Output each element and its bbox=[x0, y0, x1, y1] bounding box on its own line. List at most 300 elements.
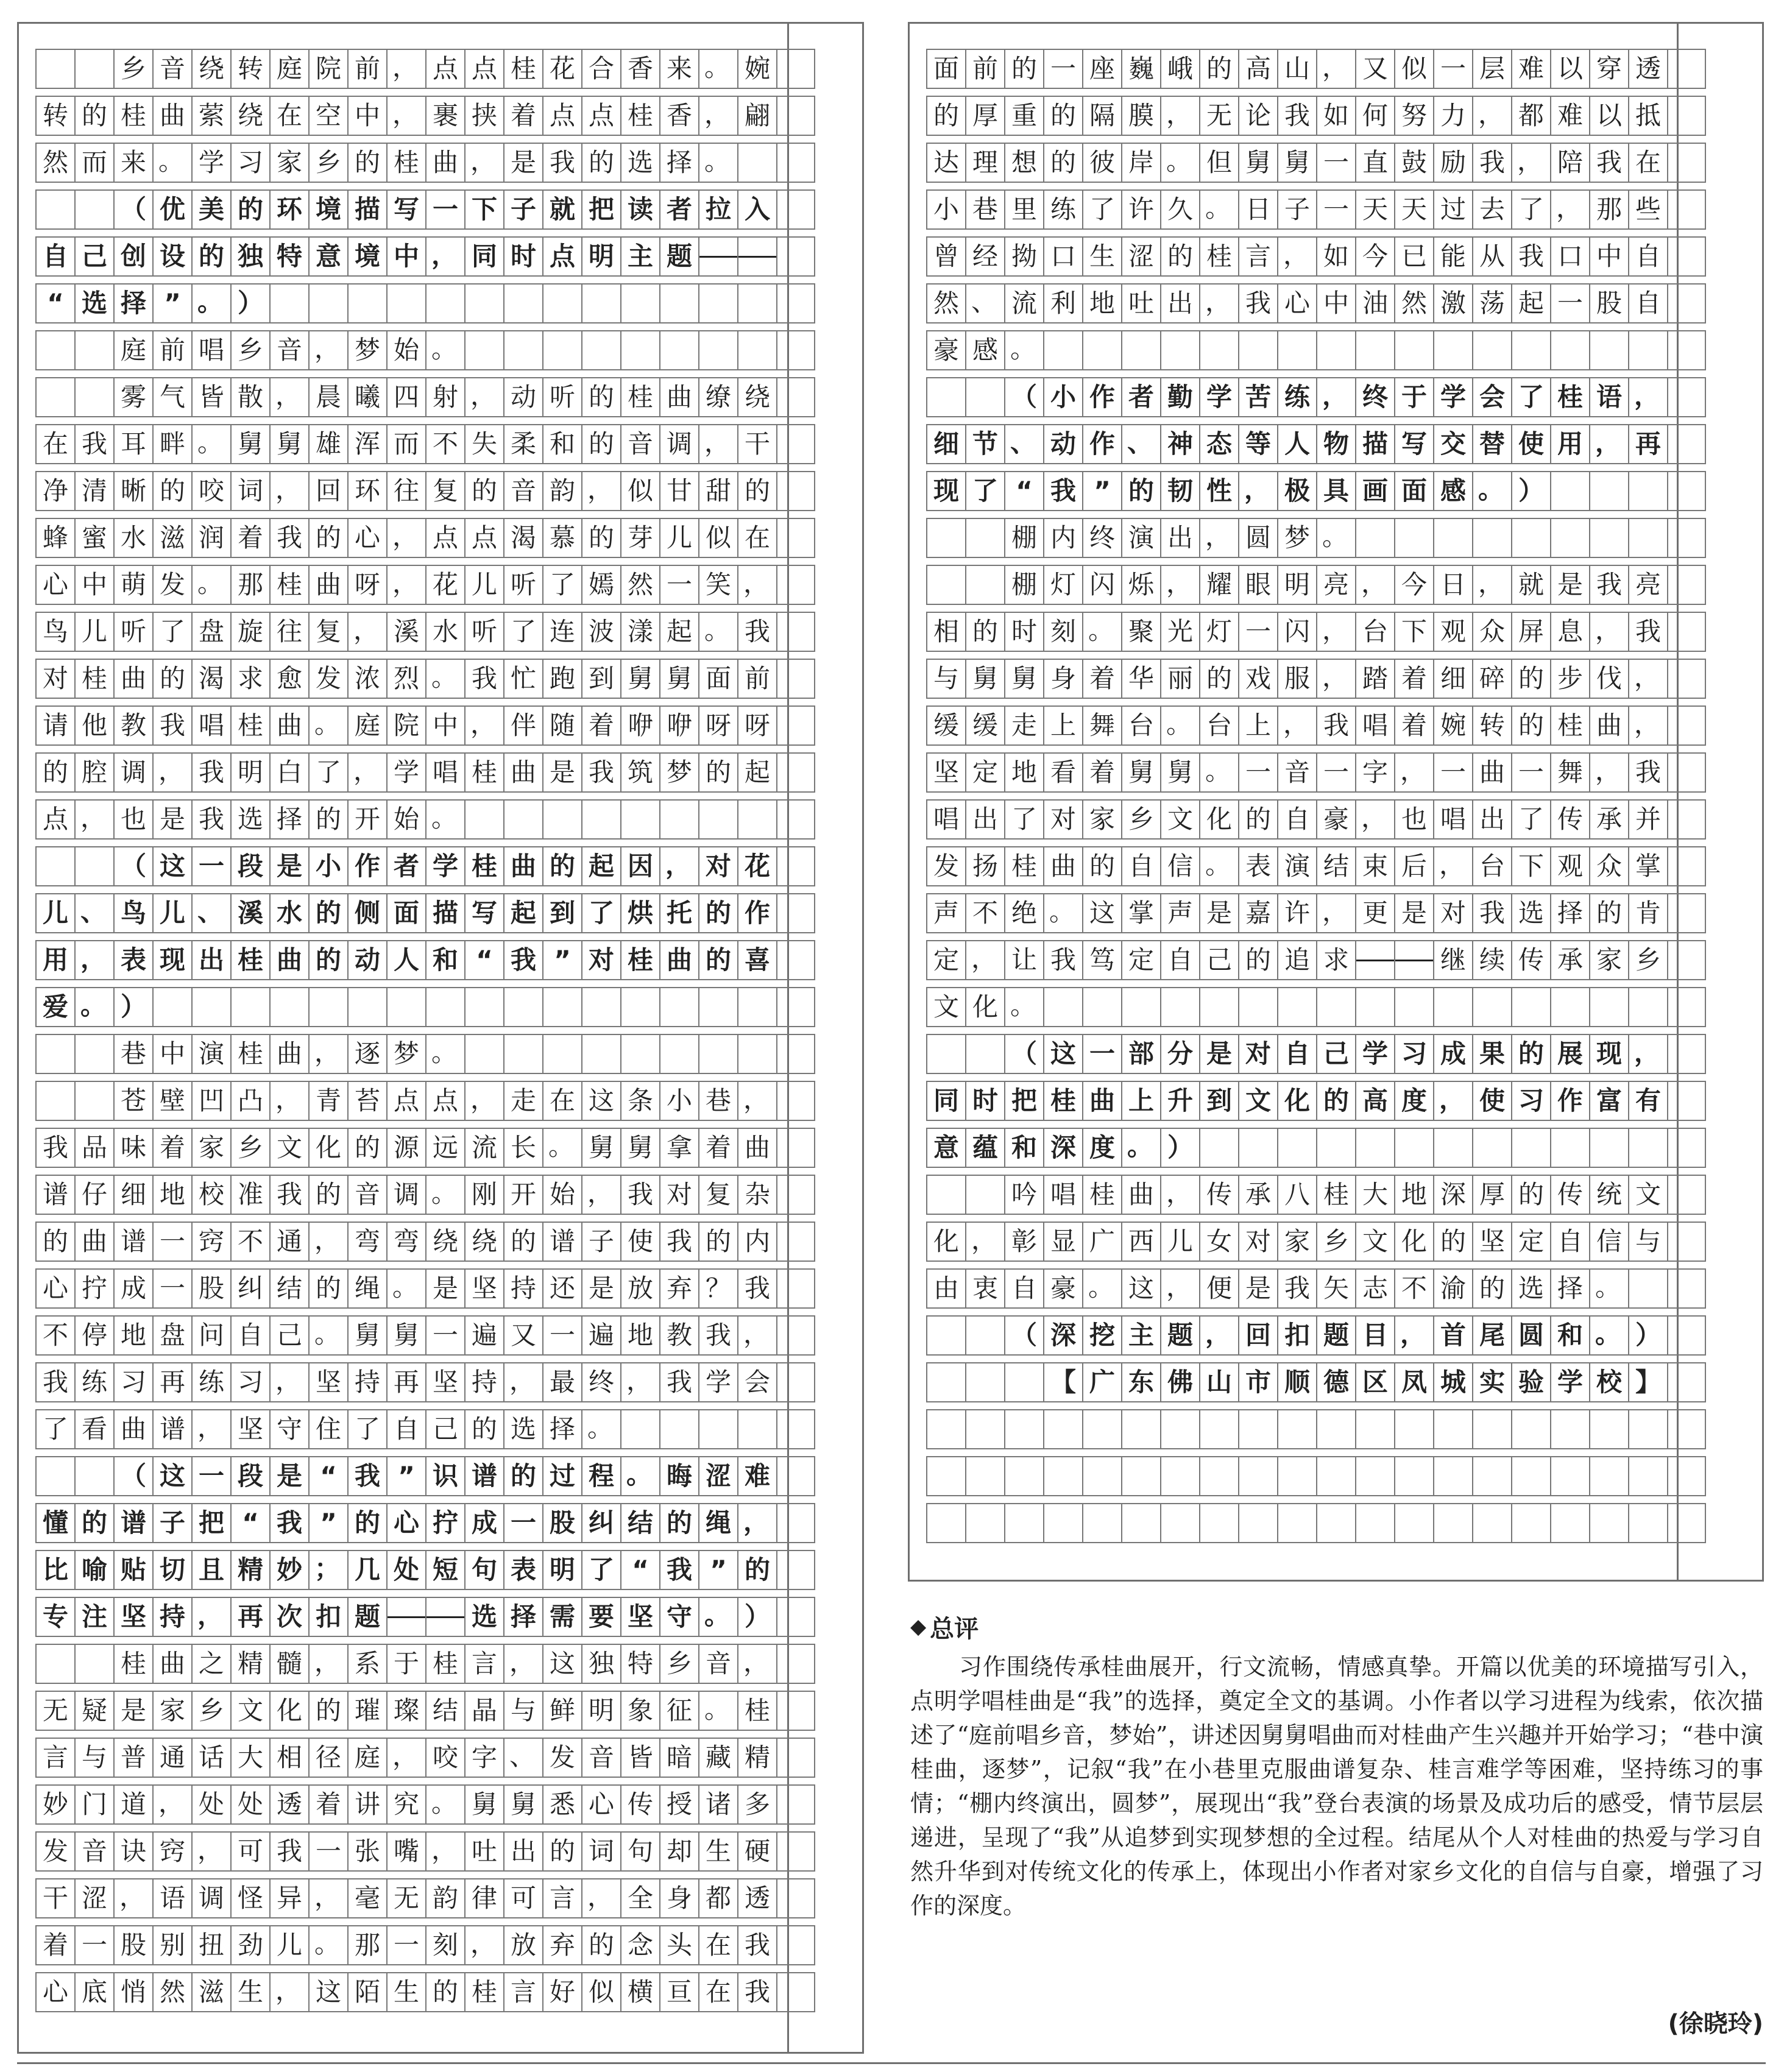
grid-cell: 是 bbox=[581, 1268, 620, 1309]
grid-cell: 同 bbox=[464, 236, 503, 277]
grid-row bbox=[35, 1268, 815, 1309]
grid-cell: 一 bbox=[191, 1456, 230, 1496]
grid-cell: 那 bbox=[1589, 189, 1628, 230]
grid-cell: 一 bbox=[1316, 143, 1355, 183]
grid-cell bbox=[776, 1784, 815, 1825]
grid-cell: 上 bbox=[1121, 1081, 1160, 1121]
grid-cell: ， bbox=[1316, 659, 1355, 699]
grid-cell: 验 bbox=[1511, 1362, 1550, 1402]
grid-cell: 旋 bbox=[230, 612, 269, 652]
grid-cell: 这 bbox=[1082, 893, 1121, 933]
grid-cell bbox=[737, 799, 776, 840]
grid-cell: 走 bbox=[1004, 705, 1043, 746]
grid-cell bbox=[659, 330, 698, 370]
grid-cell: 桂 bbox=[1043, 1081, 1082, 1121]
grid-cell: 别 bbox=[152, 1925, 191, 1965]
grid-cell: （ bbox=[113, 189, 152, 230]
grid-row bbox=[926, 1362, 1706, 1402]
grid-cell: 在 bbox=[542, 1081, 581, 1121]
grid-cell: 。 bbox=[74, 987, 113, 1027]
grid-row bbox=[35, 987, 815, 1027]
grid-cell: 灯 bbox=[1043, 565, 1082, 605]
grid-cell: 转 bbox=[230, 49, 269, 89]
grid-cell: 细 bbox=[1433, 659, 1472, 699]
grid-cell: 明 bbox=[581, 236, 620, 277]
grid-cell: 的 bbox=[347, 1503, 386, 1543]
grid-cell: 短 bbox=[425, 1550, 464, 1590]
grid-cell: 扣 bbox=[308, 1597, 347, 1637]
grid-cell: 。 bbox=[1082, 612, 1121, 652]
grid-cell: ， bbox=[308, 330, 347, 370]
grid-cell: 膜 bbox=[1121, 96, 1160, 136]
grid-cell: 地 bbox=[1394, 1175, 1433, 1215]
grid-cell: 的 bbox=[1199, 49, 1238, 89]
grid-cell: 儿 bbox=[35, 893, 74, 933]
grid-cell: 传 bbox=[620, 1784, 659, 1825]
grid-cell bbox=[776, 1644, 815, 1684]
grid-cell: ” bbox=[386, 1456, 425, 1496]
grid-cell: 渝 bbox=[1433, 1268, 1472, 1309]
grid-row bbox=[926, 189, 1706, 230]
grid-cell: 使 bbox=[1511, 424, 1550, 464]
grid-cell: 择 bbox=[113, 283, 152, 324]
grid-cell: 调 bbox=[659, 424, 698, 464]
grid-cell: 众 bbox=[1589, 846, 1628, 886]
grid-cell: 诸 bbox=[698, 1784, 737, 1825]
grid-cell: 院 bbox=[386, 705, 425, 746]
grid-cell: 我 bbox=[464, 659, 503, 699]
grid-cell: 着 bbox=[503, 96, 542, 136]
grid-cell bbox=[776, 1268, 815, 1309]
grid-cell: 涩 bbox=[698, 1456, 737, 1496]
grid-cell: 调 bbox=[191, 1878, 230, 1918]
grid-cell: 晨 bbox=[308, 377, 347, 417]
grid-cell: 文 bbox=[1238, 1081, 1277, 1121]
grid-cell bbox=[1472, 518, 1511, 558]
grid-cell bbox=[1238, 1409, 1277, 1449]
grid-cell: 的 bbox=[347, 1128, 386, 1168]
grid-cell bbox=[1394, 1456, 1433, 1496]
grid-cell: 内 bbox=[737, 1222, 776, 1262]
grid-cell: 纠 bbox=[230, 1268, 269, 1309]
grid-cell bbox=[1277, 330, 1316, 370]
grid-cell: 谱 bbox=[113, 1222, 152, 1262]
grid-cell: 重 bbox=[1004, 96, 1043, 136]
grid-cell: 舅 bbox=[1277, 143, 1316, 183]
grid-cell: ， bbox=[737, 565, 776, 605]
grid-cell: 都 bbox=[1511, 96, 1550, 136]
grid-cell: 家 bbox=[1589, 940, 1628, 980]
grid-cell bbox=[620, 1034, 659, 1074]
grid-cell bbox=[1121, 1456, 1160, 1496]
grid-cell bbox=[1316, 1456, 1355, 1496]
grid-cell: 描 bbox=[347, 189, 386, 230]
grid-cell bbox=[1628, 987, 1667, 1027]
grid-cell: 桂 bbox=[269, 565, 308, 605]
grid-cell: 自 bbox=[1160, 940, 1199, 980]
grid-cell: 次 bbox=[269, 1597, 308, 1637]
grid-cell: 如 bbox=[1316, 96, 1355, 136]
grid-cell: 守 bbox=[269, 1409, 308, 1449]
grid-row bbox=[35, 424, 815, 464]
grid-cell bbox=[776, 49, 815, 89]
grid-cell bbox=[74, 1456, 113, 1496]
grid-cell: 了 bbox=[1511, 377, 1550, 417]
grid-cell: 梦 bbox=[386, 1034, 425, 1074]
grid-cell: 论 bbox=[1238, 96, 1277, 136]
grid-cell: 的 bbox=[1511, 1175, 1550, 1215]
grid-cell: 干 bbox=[35, 1878, 74, 1918]
grid-cell: ， bbox=[581, 1878, 620, 1918]
grid-cell: 净 bbox=[35, 471, 74, 511]
grid-cell: 气 bbox=[152, 377, 191, 417]
grid-row bbox=[35, 1738, 815, 1778]
grid-cell: 不 bbox=[425, 424, 464, 464]
grid-cell: 。 bbox=[698, 1691, 737, 1731]
grid-cell: 把 bbox=[581, 189, 620, 230]
grid-cell: 桂 bbox=[464, 1972, 503, 2012]
grid-row bbox=[35, 471, 815, 511]
grid-cell: ， bbox=[1160, 565, 1199, 605]
grid-cell: 嘉 bbox=[1238, 893, 1277, 933]
grid-cell: ， bbox=[698, 96, 737, 136]
grid-cell: 到 bbox=[581, 659, 620, 699]
grid-cell: 巷 bbox=[965, 189, 1004, 230]
grid-cell: 掌 bbox=[1628, 846, 1667, 886]
grid-cell: 始 bbox=[542, 1175, 581, 1215]
grid-cell: 发 bbox=[926, 846, 965, 886]
grid-cell: 曾 bbox=[926, 236, 965, 277]
grid-cell: 己 bbox=[1316, 1034, 1355, 1074]
grid-cell: 来 bbox=[659, 49, 698, 89]
grid-cell: 华 bbox=[1121, 659, 1160, 699]
grid-cell bbox=[1628, 1128, 1667, 1168]
grid-cell: 便 bbox=[1199, 1268, 1238, 1309]
grid-cell: ） bbox=[737, 1597, 776, 1637]
grid-cell: 庭 bbox=[113, 330, 152, 370]
grid-cell: ， bbox=[269, 1362, 308, 1402]
grid-cell: 抵 bbox=[1628, 96, 1667, 136]
grid-cell: 需 bbox=[542, 1597, 581, 1637]
grid-cell: 还 bbox=[542, 1268, 581, 1309]
grid-cell: 亮 bbox=[1316, 565, 1355, 605]
grid-cell: 苍 bbox=[113, 1081, 152, 1121]
grid-cell: 苦 bbox=[1238, 377, 1277, 417]
grid-cell bbox=[1277, 1503, 1316, 1543]
grid-cell: 继 bbox=[1433, 940, 1472, 980]
grid-cell: 舅 bbox=[503, 1784, 542, 1825]
grid-cell bbox=[965, 1409, 1004, 1449]
grid-cell bbox=[926, 1456, 965, 1496]
grid-cell: 缓 bbox=[965, 705, 1004, 746]
grid-cell bbox=[776, 518, 815, 558]
grid-cell bbox=[1004, 1503, 1043, 1543]
grid-cell: 我 bbox=[1628, 752, 1667, 793]
grid-cell: 面 bbox=[386, 893, 425, 933]
grid-row bbox=[926, 799, 1706, 840]
grid-cell: ， bbox=[464, 143, 503, 183]
grid-cell: 发 bbox=[308, 659, 347, 699]
grid-cell: 持 bbox=[347, 1362, 386, 1402]
grid-cell: 言 bbox=[1238, 236, 1277, 277]
grid-cell: 曲 bbox=[1043, 846, 1082, 886]
grid-cell: 溪 bbox=[386, 612, 425, 652]
grid-cell: 难 bbox=[1511, 49, 1550, 89]
grid-row bbox=[35, 1315, 815, 1356]
grid-cell: 发 bbox=[35, 1831, 74, 1872]
grid-cell: ， bbox=[1199, 283, 1238, 324]
grid-row bbox=[926, 1503, 1706, 1543]
grid-cell bbox=[464, 283, 503, 324]
grid-cell: 度 bbox=[1082, 1128, 1121, 1168]
grid-cell: 穿 bbox=[1589, 49, 1628, 89]
grid-cell bbox=[1355, 1503, 1394, 1543]
grid-cell: 的 bbox=[659, 1503, 698, 1543]
grid-cell: 源 bbox=[386, 1128, 425, 1168]
grid-row bbox=[35, 1222, 815, 1262]
grid-cell bbox=[776, 377, 815, 417]
grid-cell: 喻 bbox=[74, 1550, 113, 1590]
grid-cell bbox=[965, 1175, 1004, 1215]
grid-cell: 面 bbox=[1394, 471, 1433, 511]
grid-cell: 结 bbox=[425, 1691, 464, 1731]
grid-row bbox=[926, 705, 1706, 746]
grid-cell bbox=[620, 799, 659, 840]
grid-cell: 家 bbox=[269, 143, 308, 183]
grid-cell: 我 bbox=[1472, 143, 1511, 183]
grid-cell: 相 bbox=[926, 612, 965, 652]
grid-cell: 是 bbox=[542, 752, 581, 793]
grid-cell: 现 bbox=[1589, 1034, 1628, 1074]
grid-cell bbox=[776, 1503, 815, 1543]
grid-cell: 生 bbox=[230, 1972, 269, 2012]
grid-cell: 读 bbox=[620, 189, 659, 230]
grid-cell: 升 bbox=[1160, 1081, 1199, 1121]
grid-cell: 。 bbox=[425, 1034, 464, 1074]
grid-cell: 音 bbox=[620, 424, 659, 464]
grid-cell: ， bbox=[659, 846, 698, 886]
grid-cell bbox=[581, 330, 620, 370]
grid-cell: 笃 bbox=[1082, 940, 1121, 980]
grid-cell: 着 bbox=[308, 1784, 347, 1825]
grid-cell bbox=[464, 1034, 503, 1074]
grid-cell: 成 bbox=[113, 1268, 152, 1309]
grid-cell: 谱 bbox=[35, 1175, 74, 1215]
grid-cell: 乡 bbox=[230, 1128, 269, 1168]
grid-cell: 是 bbox=[1199, 893, 1238, 933]
grid-cell bbox=[1199, 1456, 1238, 1496]
grid-cell: 复 bbox=[425, 471, 464, 511]
grid-cell: ） bbox=[1511, 471, 1550, 511]
grid-cell: 文 bbox=[1628, 1175, 1667, 1215]
grid-cell: 市 bbox=[1238, 1362, 1277, 1402]
grid-cell: 聚 bbox=[1121, 612, 1160, 652]
grid-cell: 东 bbox=[1121, 1362, 1160, 1402]
grid-cell: 坚 bbox=[113, 1597, 152, 1637]
grid-cell: 练 bbox=[191, 1362, 230, 1402]
grid-cell: 精 bbox=[737, 1738, 776, 1778]
review-author: (徐晓玲) bbox=[1668, 2010, 1763, 2038]
grid-cell: ， bbox=[1628, 659, 1667, 699]
grid-cell bbox=[1589, 471, 1628, 511]
grid-cell: 桂 bbox=[1082, 1175, 1121, 1215]
grid-cell: 滋 bbox=[191, 1972, 230, 2012]
grid-cell: 写 bbox=[1394, 424, 1433, 464]
grid-cell bbox=[35, 1644, 74, 1684]
grid-cell: ， bbox=[1355, 565, 1394, 605]
grid-cell: 努 bbox=[1394, 96, 1433, 136]
grid-cell bbox=[776, 612, 815, 652]
grid-cell: ， bbox=[698, 424, 737, 464]
grid-cell: 转 bbox=[1472, 705, 1511, 746]
grid-cell: 表 bbox=[1238, 846, 1277, 886]
grid-cell: 的 bbox=[308, 1691, 347, 1731]
grid-cell: ， bbox=[1238, 471, 1277, 511]
grid-cell: ， bbox=[737, 1503, 776, 1543]
grid-row bbox=[926, 96, 1706, 136]
grid-cell: 与 bbox=[1628, 1222, 1667, 1262]
grid-cell: 股 bbox=[1589, 283, 1628, 324]
grid-cell: 烘 bbox=[620, 893, 659, 933]
grid-cell: 唱 bbox=[1355, 705, 1394, 746]
grid-cell: 坚 bbox=[464, 1268, 503, 1309]
grid-cell: 的 bbox=[581, 424, 620, 464]
grid-cell: 亮 bbox=[1628, 565, 1667, 605]
grid-cell bbox=[1628, 1268, 1667, 1309]
grid-cell: 性 bbox=[1199, 471, 1238, 511]
grid-cell: ， bbox=[1160, 1175, 1199, 1215]
grid-cell bbox=[1589, 518, 1628, 558]
grid-cell: 点 bbox=[425, 49, 464, 89]
grid-cell: 自 bbox=[35, 236, 74, 277]
grid-cell: ， bbox=[1589, 612, 1628, 652]
grid-row bbox=[926, 1128, 1706, 1168]
grid-cell: 渴 bbox=[191, 659, 230, 699]
grid-cell: 文 bbox=[269, 1128, 308, 1168]
grid-cell: 也 bbox=[1394, 799, 1433, 840]
grid-cell: 作 bbox=[347, 846, 386, 886]
grid-cell: 矢 bbox=[1316, 1268, 1355, 1309]
grid-cell: 现 bbox=[152, 940, 191, 980]
grid-cell bbox=[620, 987, 659, 1027]
grid-cell: 萦 bbox=[191, 96, 230, 136]
grid-cell bbox=[1472, 330, 1511, 370]
grid-cell: 流 bbox=[1004, 283, 1043, 324]
grid-cell: 浑 bbox=[347, 424, 386, 464]
grid-cell: 的 bbox=[1316, 1081, 1355, 1121]
grid-cell: 演 bbox=[191, 1034, 230, 1074]
grid-cell: 音 bbox=[74, 1831, 113, 1872]
grid-cell bbox=[1667, 565, 1706, 605]
grid-cell: 明 bbox=[230, 752, 269, 793]
grid-row bbox=[35, 1831, 815, 1872]
grid-cell: 曲 bbox=[74, 1222, 113, 1262]
grid-cell: 着 bbox=[1394, 659, 1433, 699]
grid-cell: 腔 bbox=[74, 752, 113, 793]
grid-cell: 的 bbox=[230, 189, 269, 230]
grid-cell bbox=[776, 96, 815, 136]
grid-cell: 。 bbox=[698, 1597, 737, 1637]
grid-cell bbox=[1667, 1175, 1706, 1215]
grid-cell: 了 bbox=[1004, 799, 1043, 840]
grid-cell: 转 bbox=[35, 96, 74, 136]
grid-cell: 志 bbox=[1355, 1268, 1394, 1309]
grid-cell: 韵 bbox=[425, 1878, 464, 1918]
grid-row bbox=[926, 565, 1706, 605]
grid-cell: 。 bbox=[308, 1315, 347, 1356]
grid-cell bbox=[1394, 330, 1433, 370]
grid-cell bbox=[581, 987, 620, 1027]
grid-cell: “ bbox=[464, 940, 503, 980]
grid-cell: 峨 bbox=[1160, 49, 1199, 89]
grid-cell: 往 bbox=[386, 471, 425, 511]
grid-cell: 己 bbox=[74, 236, 113, 277]
grid-cell: 似 bbox=[620, 471, 659, 511]
grid-cell bbox=[1355, 987, 1394, 1027]
grid-cell bbox=[74, 1081, 113, 1121]
grid-cell: 中 bbox=[152, 1034, 191, 1074]
grid-cell: 可 bbox=[503, 1878, 542, 1918]
grid-cell: 择 bbox=[659, 143, 698, 183]
grid-row bbox=[35, 799, 815, 840]
grid-cell: 的 bbox=[698, 940, 737, 980]
grid-cell: 一 bbox=[152, 1268, 191, 1309]
grid-cell bbox=[386, 1597, 425, 1637]
grid-row bbox=[35, 1034, 815, 1074]
grid-cell: 桂 bbox=[1550, 705, 1589, 746]
grid-cell: 通 bbox=[269, 1222, 308, 1262]
grid-cell: 明 bbox=[581, 1691, 620, 1731]
grid-cell: 张 bbox=[347, 1831, 386, 1872]
grid-cell: 我 bbox=[1511, 236, 1550, 277]
grid-cell: 追 bbox=[1277, 940, 1316, 980]
grid-cell: 学 bbox=[1433, 377, 1472, 417]
grid-cell: 生 bbox=[1082, 236, 1121, 277]
grid-cell: 桂 bbox=[230, 705, 269, 746]
grid-cell: 化 bbox=[1277, 1081, 1316, 1121]
grid-cell: 授 bbox=[659, 1784, 698, 1825]
grid-cell: ） bbox=[230, 283, 269, 324]
grid-row bbox=[926, 330, 1706, 370]
grid-cell bbox=[1667, 1222, 1706, 1262]
grid-cell: 音 bbox=[269, 330, 308, 370]
grid-cell: 求 bbox=[230, 659, 269, 699]
grid-cell bbox=[776, 143, 815, 183]
grid-cell: 润 bbox=[191, 518, 230, 558]
grid-cell: 去 bbox=[1472, 189, 1511, 230]
grid-cell: 选 bbox=[74, 283, 113, 324]
grid-cell bbox=[503, 283, 542, 324]
grid-cell: 的 bbox=[542, 846, 581, 886]
grid-row bbox=[926, 1081, 1706, 1121]
grid-row bbox=[35, 1175, 815, 1215]
grid-cell bbox=[776, 1175, 815, 1215]
grid-cell: 的 bbox=[581, 377, 620, 417]
grid-cell: 笑 bbox=[698, 565, 737, 605]
grid-cell: 选 bbox=[620, 143, 659, 183]
grid-cell: 道 bbox=[113, 1784, 152, 1825]
grid-cell: 却 bbox=[659, 1831, 698, 1872]
grid-cell bbox=[1316, 330, 1355, 370]
grid-cell bbox=[965, 518, 1004, 558]
grid-cell: 声 bbox=[1160, 893, 1199, 933]
grid-cell: 花 bbox=[542, 49, 581, 89]
grid-cell bbox=[659, 1409, 698, 1449]
grid-cell: 台 bbox=[1472, 846, 1511, 886]
grid-cell bbox=[1667, 1128, 1706, 1168]
grid-row bbox=[35, 1691, 815, 1731]
grid-cell: ， bbox=[152, 752, 191, 793]
